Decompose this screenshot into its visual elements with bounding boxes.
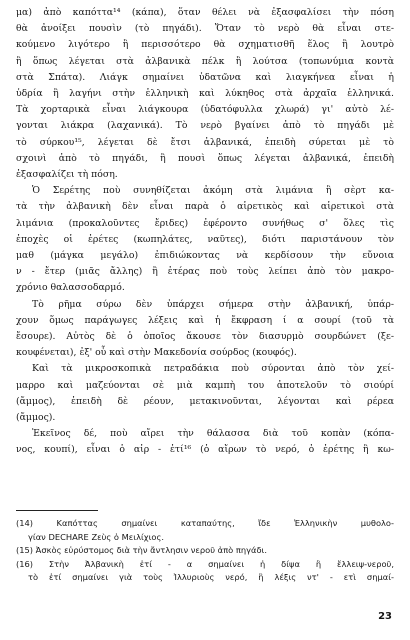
text-line: ἐποχὲς οἱ ἐρέτες (κωπηλάτες, ναῦτες), διότι παριστάνουν τὸν bbox=[16, 233, 394, 245]
footnote-line: (16) Στὴν Ἀλβανικὴ ἐτί - α σημαίνει ἡ δίψα ἢ ἔλλειψ-νεροῦ, bbox=[16, 558, 394, 569]
text-line: μαρρο καὶ μαζεύονται σὲ μιὰ καμπὴ του ἀποτελοῦν τὸ σιούρί bbox=[16, 379, 394, 391]
text-line: κουφένεται), ἐξ' οὗ καὶ στὴν Μακεδονία σούρδος (κουφός). bbox=[16, 347, 297, 359]
text-line: ἔσουρε). Αὐτὸς δὲ ὁ ὁποῖος ἄκουσε τὸν διασυρμὸ σουρδώνετ (ξε- bbox=[16, 331, 394, 343]
footnote-line: τὸ ἐτί σημαίνει γιὰ τοὺς Ἰλλυριοὺς νερό, ἢ λέξις ντ' - ετὶ σημαί- bbox=[28, 572, 394, 583]
text-line: μαθ (μάγκα μεγάλο) ἐπιδιώκοντας νὰ κερδίσουν τὴν εὔνοια bbox=[16, 250, 394, 262]
paragraph bbox=[16, 5, 394, 183]
text-line: λιμάνια (προκαλοῦντες ἔριδες) ἐφέροντο συνήθως σ' ὅλες τὶς bbox=[16, 217, 394, 229]
text-line: στὰ Σπάτα). Λιάγκ σημαίνει ὑδατῶνα καὶ λιαγκήνεα εἶναι ἡ bbox=[16, 71, 394, 83]
paragraph bbox=[16, 426, 394, 458]
text-line: τὸ σύρκου¹⁵, λέγεται δὲ ἔτσι ἀλβανικά, ἐπειδὴ σύρεται μὲ τὸ bbox=[16, 136, 394, 148]
text-line: μα) ἀπὸ καπόττα¹⁴ (κάπα), ὅταν θέλει νὰ ἐξασφαλίσει τὴν πόση bbox=[16, 7, 394, 18]
text-line: γονται λιάκρα (λαχανικά). Τὸ νερὸ βγαίνει ἀπὸ τὸ πηγάδι μὲ bbox=[16, 120, 394, 132]
text-line: Ἐκεῖνος δέ, ποὺ αἴρει τὴν θάλασσα διὰ τοῦ κοπὰν (κόπα- bbox=[32, 428, 394, 440]
paragraph bbox=[16, 183, 394, 296]
text-line: νος, κουπί), εἶναι ὁ αἰρ - ἐτί¹⁶ (ὁ αἴρων τὸ νερό, ὁ ἐρέτης ἢ κω- bbox=[16, 444, 394, 456]
footnote bbox=[16, 544, 394, 558]
text-line: Τὰ χορταρικὰ εἶναι λιάγκουρα (ὑδατόφυλλα χλωρά) γι' αὐτὸ λέ- bbox=[16, 104, 394, 116]
paragraph bbox=[16, 361, 394, 426]
text-line: θὰ ἀνοίξει πουσὶν (τὸ πηγάδι). Ὅταν τὸ νερὸ θὰ εἶναι στε- bbox=[16, 23, 394, 35]
footnote-divider bbox=[16, 510, 98, 511]
footnote-line: (14) Καπόττας σημαίνει καταπαύτης, ἴδε Ἑλληνικὴν μυθολο- bbox=[16, 518, 394, 528]
main-text bbox=[16, 5, 394, 459]
text-line: (ἄμμος). bbox=[16, 412, 56, 424]
text-line: Καὶ τὰ μικροσκοπικὰ πετραδάκια ποὺ σύρονται ἀπὸ τὸν χεί- bbox=[32, 363, 394, 375]
page-number: 23 bbox=[378, 611, 392, 622]
text-line: τὰ τὴν ἀλβανικὴ δὲν εἶναι παρὰ ὁ αἱρετικὸς καὶ αἱρετικοὶ στὰ bbox=[16, 201, 394, 213]
text-line: ὑδρία ἢ λαγήνι στὴν ἑλληνικὴ καὶ λύκηθος στὰ ἀρχαῖα ἑλληνικά. bbox=[16, 88, 394, 100]
text-line: σχοινὶ ἀπὸ τὸ πηγάδι, ἢ πουσὶ ὅπως λέγεται ἀλβανικά, ἐπειδὴ bbox=[16, 152, 394, 164]
text-line: ν - ἔτερ (μιᾶς ἄλλης) ἢ ἑτέρας ποὺ τοὺς λείπει ἀπὸ τὸν μακρο- bbox=[16, 266, 394, 278]
text-line: χρόνιο θαλασσοδαρμό. bbox=[16, 282, 125, 294]
footnote-line: γίαν DECHARE Ζεὺς ὁ Μειλίχιος. bbox=[28, 531, 164, 542]
text-line: χουν ὅμως παράγωγες λέξεις καὶ ἡ ἔκφραση ί α σουρί (τοῦ τὰ bbox=[16, 314, 394, 326]
footnotes bbox=[16, 517, 394, 585]
text-line: Τὸ ρῆμα σύρω δὲν ὑπάρχει σήμερα στὴν ἀλβανική, ὑπάρ- bbox=[32, 298, 394, 310]
text-line: ἐξασφαλίζει τὴ πόση. bbox=[16, 169, 118, 181]
text-line: κούμενο λιγότερο ἢ περισσότερο θὰ σχηματισθῆ ἕλος ἢ λουτρὸ bbox=[16, 39, 394, 51]
footnote-line: (15) Ἀσκὸς εὐρύστομος διὰ τὴν ἄντλησιν νεροῦ ἀπὸ πηγάδι. bbox=[16, 545, 267, 556]
footnote bbox=[16, 558, 394, 585]
text-line: ἢ ὅπως λέγεται στὰ ἀλβανικὰ πέλκ ἢ λούτσα (τοπωνύμια κοντὰ bbox=[16, 55, 394, 67]
paragraph bbox=[16, 297, 394, 362]
text-line: Ὁ Σερέτης ποὺ συνηθίζεται ἀκόμη στὰ λιμάνια ἢ σὲρτ κα- bbox=[32, 185, 394, 197]
text-line: (ἄμμος), ἐπειδὴ δὲ ρέουν, μετακινοῦνται, λέγονται καὶ ρέρεα bbox=[16, 395, 394, 407]
footnote bbox=[16, 517, 394, 544]
